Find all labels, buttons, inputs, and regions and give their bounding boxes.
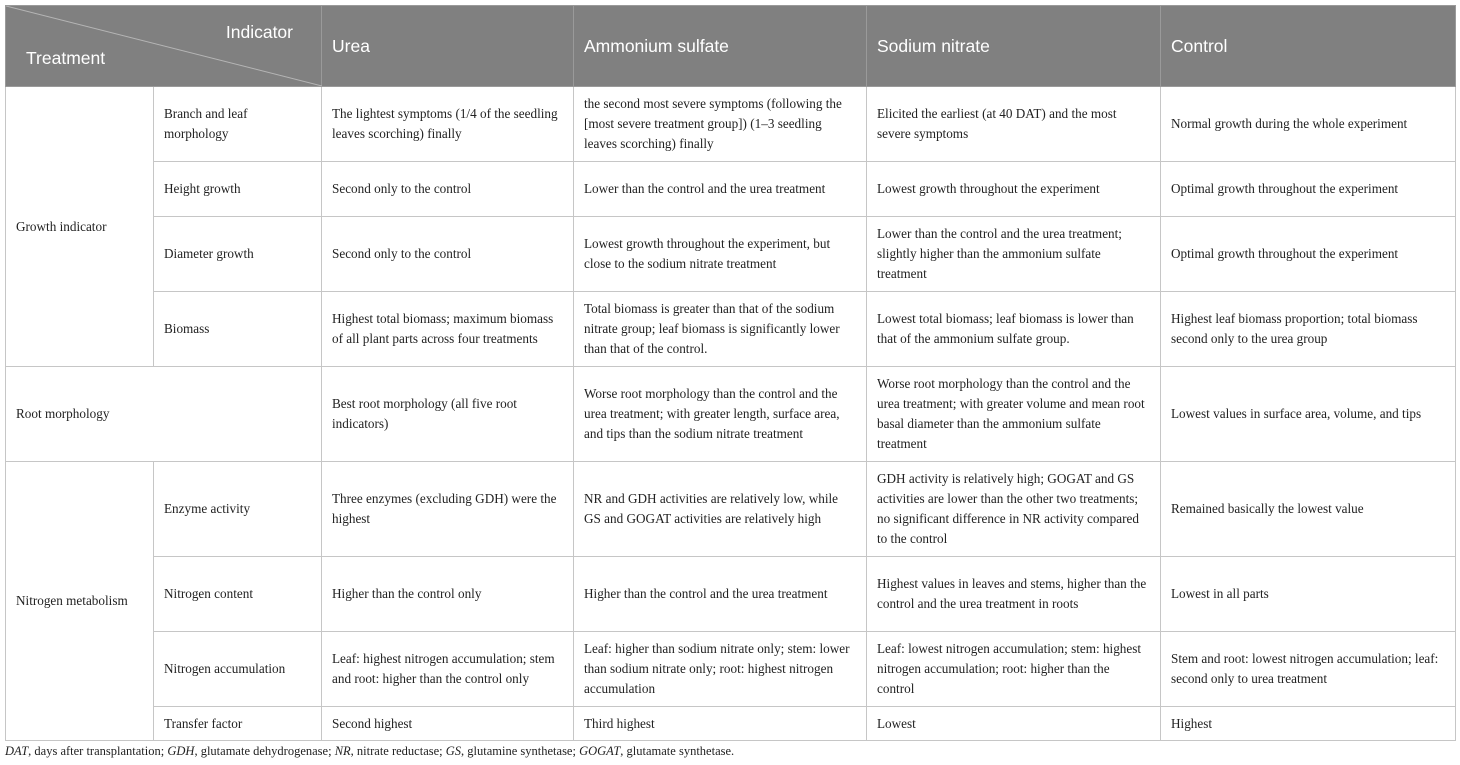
group-label-growth: Growth indicator [6,87,154,367]
sodium-nitrate-cell: Lowest total biomass; leaf biomass is lower than that of the ammonium sulfate group. [867,292,1161,367]
table-row [6,217,1456,292]
footnote-text: , glutamine synthetase; [461,744,580,758]
table-footnote [5,744,734,759]
control-cell: Remained basically the lowest value [1161,462,1456,557]
indicator-cell: Nitrogen content [154,557,322,632]
indicator-cell: Transfer factor [154,707,322,741]
ammonium-sulfate-cell: Third highest [574,707,867,741]
urea-cell: The lightest symptoms (1/4 of the seedling leaves scorching) finally [322,87,574,162]
footnote-abbr: NR [334,744,351,758]
footnote-text: , nitrate reductase; [350,744,446,758]
urea-cell: Second only to the control [322,217,574,292]
indicator-cell: Biomass [154,292,322,367]
group-label-root: Root morphology [6,367,322,462]
sodium-nitrate-cell: Elicited the earliest (at 40 DAT) and the most severe symptoms [867,87,1161,162]
ammonium-sulfate-cell: Lowest growth throughout the experiment, but close to the sodium nitrate treatment [574,217,867,292]
column-header-urea: Urea [322,6,574,87]
control-cell: Highest leaf biomass proportion; total biomass second only to the urea group [1161,292,1456,367]
table-row [6,557,1456,632]
footnote-abbr: DAT [5,744,29,758]
urea-cell: Second highest [322,707,574,741]
footnote-abbr: GOGAT [579,744,621,758]
table-row [6,462,1456,557]
urea-cell: Three enzymes (excluding GDH) were the highest [322,462,574,557]
footnote-abbr: GDH [167,744,195,758]
urea-cell: Best root morphology (all five root indicators) [322,367,574,462]
column-header-ammonium-sulfate: Ammonium sulfate [574,6,867,87]
sodium-nitrate-cell: Leaf: lowest nitrogen accumulation; stem: highest nitrogen accumulation; root: higher than the control [867,632,1161,707]
results-table [5,5,1456,741]
ammonium-sulfate-cell: Leaf: higher than sodium nitrate only; stem: lower than sodium nitrate only; root: highest nitrogen accumulation [574,632,867,707]
indicator-cell: Enzyme activity [154,462,322,557]
control-cell: Stem and root: lowest nitrogen accumulation; leaf: second only to urea treatment [1161,632,1456,707]
indicator-cell: Diameter growth [154,217,322,292]
footnote-text: , glutamate synthetase. [620,744,735,758]
treatment-header: Treatment [26,48,106,68]
column-header-control: Control [1161,6,1456,87]
indicator-header: Indicator [225,22,293,42]
indicator-cell: Nitrogen accumulation [154,632,322,707]
ammonium-sulfate-cell: Worse root morphology than the control and the urea treatment; with greater length, surface area, and tips than the sodium nitrate treatment [574,367,867,462]
indicator-cell: Branch and leaf morphology [154,87,322,162]
footnote-abbr: GS [445,744,462,758]
sodium-nitrate-cell: Highest values in leaves and stems, higher than the control and the urea treatment in roots [867,557,1161,632]
sodium-nitrate-cell: Lowest growth throughout the experiment [867,162,1161,217]
sodium-nitrate-cell: Worse root morphology than the control and the urea treatment; with greater volume and mean root basal diameter than the ammonium sulfate treatment [867,367,1161,462]
ammonium-sulfate-cell: Total biomass is greater than that of the sodium nitrate group; leaf biomass is significantly lower than that of the control. [574,292,867,367]
control-cell: Optimal growth throughout the experiment [1161,217,1456,292]
sodium-nitrate-cell: GDH activity is relatively high; GOGAT and GS activities are lower than the other two treatments; no significant difference in NR activity compared to the control [867,462,1161,557]
corner-header [6,6,322,87]
column-header-sodium-nitrate: Sodium nitrate [867,6,1161,87]
table-row [6,632,1456,707]
sodium-nitrate-cell: Lowest [867,707,1161,741]
urea-cell: Highest total biomass; maximum biomass of all plant parts across four treatments [322,292,574,367]
control-cell: Lowest in all parts [1161,557,1456,632]
footnote-text: , days after transplantation; [28,744,168,758]
urea-cell: Leaf: highest nitrogen accumulation; stem and root: higher than the control only [322,632,574,707]
table-row [6,707,1456,741]
header-row [6,6,1456,87]
urea-cell: Higher than the control only [322,557,574,632]
control-cell: Highest [1161,707,1456,741]
control-cell: Optimal growth throughout the experiment [1161,162,1456,217]
ammonium-sulfate-cell: NR and GDH activities are relatively low, while GS and GOGAT activities are relatively high [574,462,867,557]
urea-cell: Second only to the control [322,162,574,217]
control-cell: Lowest values in surface area, volume, and tips [1161,367,1456,462]
table-row [6,292,1456,367]
ammonium-sulfate-cell: Lower than the control and the urea treatment [574,162,867,217]
group-label-nitrogen: Nitrogen metabolism [6,462,154,741]
control-cell: Normal growth during the whole experiment [1161,87,1456,162]
table-row [6,367,1456,462]
diagonal-divider [6,6,322,86]
sodium-nitrate-cell: Lower than the control and the urea treatment; slightly higher than the ammonium sulfate treatment [867,217,1161,292]
ammonium-sulfate-cell: Higher than the control and the urea treatment [574,557,867,632]
ammonium-sulfate-cell: the second most severe symptoms (following the [most severe treatment group]) (1–3 seedling leaves scorching) finally [574,87,867,162]
indicator-cell: Height growth [154,162,322,217]
table-row [6,162,1456,217]
table-row [6,87,1456,162]
footnote-text: , glutamate dehydrogenase; [194,744,335,758]
